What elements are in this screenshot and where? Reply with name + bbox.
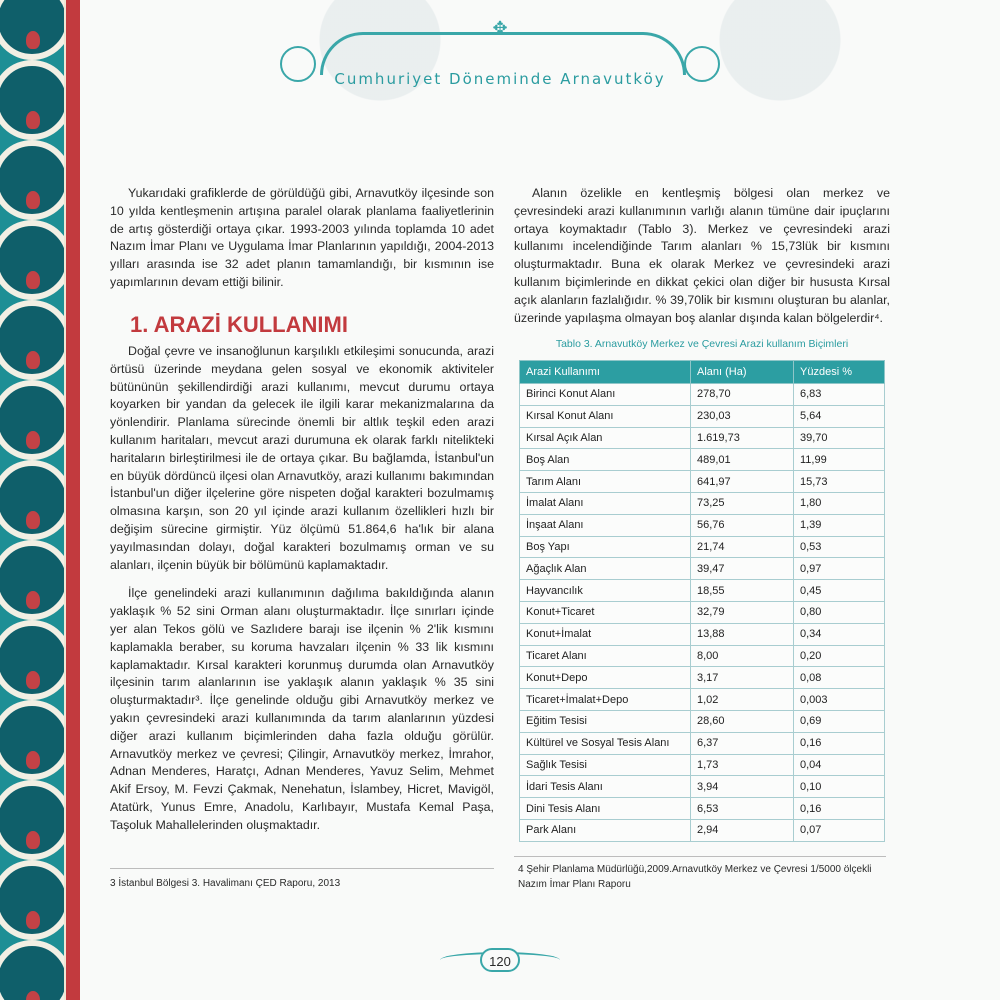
percent-cell: 0,07: [794, 819, 885, 841]
percent-cell: 39,70: [794, 427, 885, 449]
body-paragraph: Alanın özelikle en kentleşmiş bölgesi olan merkez ve çevresindeki arazi kullanımının varlığı alanın tümüne dair ipuçlarını ortaya koymaktadır (Tablo 3). Merkez ve çevresindeki arazi kullanımı incelendiğinde Tarım alanları % 15,73lük bir kısmını oluşturmaktadır. Buna ek olarak Merkez ve çevresindeki arazi kullanım biçimlerinde en dikkat çekici olan diğer bir hususta Kırsal açık alanların fazlalığıdır. % 39,70lik bir kısmını oluşturan bu alanlar, üzerinde yapılaşma olmayan boş alanlar dışında kalan bölgelerdir⁴.: [514, 186, 890, 325]
tulip-icon: [26, 511, 40, 529]
land-use-cell: Eğitim Tesisi: [520, 710, 691, 732]
land-use-cell: İnşaat Alanı: [520, 514, 691, 536]
land-use-cell: Tarım Alanı: [520, 471, 691, 493]
percent-cell: 0,16: [794, 798, 885, 820]
table-row: [520, 601, 885, 623]
tulip-icon: [26, 911, 40, 929]
percent-cell: 0,20: [794, 645, 885, 667]
area-cell: 6,37: [691, 732, 794, 754]
tulip-icon: [26, 351, 40, 369]
footnote-divider: [514, 856, 886, 857]
border-red-band: [66, 0, 80, 1000]
land-use-cell: İdari Tesis Alanı: [520, 776, 691, 798]
column-header: Alanı (Ha): [691, 361, 794, 384]
area-cell: 8,00: [691, 645, 794, 667]
border-medallion: [0, 0, 66, 60]
page-number-ornament: [440, 940, 560, 980]
area-cell: 641,97: [691, 471, 794, 493]
table-row: [520, 667, 885, 689]
tulip-icon: [26, 831, 40, 849]
area-cell: 13,88: [691, 623, 794, 645]
percent-cell: 0,10: [794, 776, 885, 798]
table-row: [520, 558, 885, 580]
percent-cell: 0,04: [794, 754, 885, 776]
land-use-cell: Birinci Konut Alanı: [520, 384, 691, 406]
percent-cell: 0,69: [794, 710, 885, 732]
area-cell: 56,76: [691, 514, 794, 536]
percent-cell: 0,97: [794, 558, 885, 580]
intro-paragraph: Yukarıdaki grafiklerde de görüldüğü gibi, Arnavutköy ilçesinde son 10 yılda kentleşmenin artışına paralel olarak planlama faaliyetlerinin de artış gösterdiği ortaya çıkar. 1993-2003 yılında toplamda 10 adet Nazım İmar Planı ve Uygulama İmar Planlarının yapıldığı, 2004-2013 yılları arasında ise 32 adet planın tamamlandığı, bir kısmının ise yapımlarının devam ettiği bilinir.: [110, 186, 494, 289]
area-cell: 28,60: [691, 710, 794, 732]
land-use-cell: Konut+İmalat: [520, 623, 691, 645]
land-use-cell: Ticaret Alanı: [520, 645, 691, 667]
page-header: [270, 18, 730, 88]
decorative-border: [0, 0, 66, 1000]
percent-cell: 6,83: [794, 384, 885, 406]
area-cell: 278,70: [691, 384, 794, 406]
land-use-cell: İmalat Alanı: [520, 492, 691, 514]
footnote: 3 İstanbul Bölgesi 3. Havalimanı ÇED Raporu, 2013: [110, 878, 341, 889]
percent-cell: 0,16: [794, 732, 885, 754]
body-paragraph: İlçe genelindeki arazi kullanımının dağılıma bakıldığında alanın yaklaşık % 52 sini Orman alanı oluşturmaktadır. İlçe sınırları içinde yer alan Tekos gölü ve Sazlıdere barajı ise ilçenin % 2'lik kısmını kaplamakla beraber, su koruma havzaları ilçenin % 33 lik kısmını kaplamaktadır. Kırsal karakteri korunmuş durumda olan Arnavutköy ilçesinin tarım alanlarının ise yaklaşık alanın yaklaşık % 35 sini oluşturmaktadır³. İlçe genelinde olduğu gibi Arnavutköy merkez ve yakın çevresindeki arazi kullanımında da tarım alanlarının yüzdesi diğer arazi kullanım biçimlerinden daha fazla olduğu görülür. Arnavutköy merkez ve çevresi; Çilingir, Arnavutköy merkez, İmrahor, Adnan Menderes, Haratçı, Adnan Menderes, Yavuz Selim, Mehmet Akif Ersoy, M. Fevzi Çakmak, Nenehatun, İslambey, Hicret, Mavigöl, Atatürk, Yunus Emre, Anadolu, Karlıbayır, Mustafa Kemal Paşa, Taşoluk Mahallelerinden oluşmaktadır.: [110, 586, 494, 832]
percent-cell: 1,39: [794, 514, 885, 536]
area-cell: 6,53: [691, 798, 794, 820]
table-row: [520, 471, 885, 493]
area-cell: 73,25: [691, 492, 794, 514]
percent-cell: 1,80: [794, 492, 885, 514]
percent-cell: 15,73: [794, 471, 885, 493]
table-header-row: [520, 361, 885, 384]
land-use-cell: Hayvancılık: [520, 580, 691, 602]
tulip-icon: [26, 671, 40, 689]
land-use-cell: Ağaçlık Alan: [520, 558, 691, 580]
tulip-icon: [26, 431, 40, 449]
table-row: [520, 514, 885, 536]
land-use-cell: Boş Yapı: [520, 536, 691, 558]
tulip-icon: [26, 31, 40, 49]
table-row: [520, 492, 885, 514]
table-row: [520, 732, 885, 754]
table-row: [520, 580, 885, 602]
percent-cell: 0,34: [794, 623, 885, 645]
area-cell: 2,94: [691, 819, 794, 841]
table-row: [520, 449, 885, 471]
area-cell: 1.619,73: [691, 427, 794, 449]
column-header: Arazi Kullanımı: [520, 361, 691, 384]
table-row: [520, 536, 885, 558]
area-cell: 18,55: [691, 580, 794, 602]
land-use-cell: Ticaret+İmalat+Depo: [520, 689, 691, 711]
table-row: [520, 405, 885, 427]
tulip-icon: [26, 751, 40, 769]
table-row: [520, 776, 885, 798]
area-cell: 230,03: [691, 405, 794, 427]
land-use-cell: Konut+Depo: [520, 667, 691, 689]
right-paragraph-block: [514, 185, 890, 327]
table-row: [520, 798, 885, 820]
area-cell: 3,17: [691, 667, 794, 689]
percent-cell: 0,53: [794, 536, 885, 558]
percent-cell: 0,80: [794, 601, 885, 623]
footnote-divider: [110, 868, 494, 869]
land-use-cell: Boş Alan: [520, 449, 691, 471]
land-use-cell: Kırsal Açık Alan: [520, 427, 691, 449]
ornament-icon: ✥: [492, 18, 508, 38]
percent-cell: 11,99: [794, 449, 885, 471]
percent-cell: 0,08: [794, 667, 885, 689]
land-use-table: [519, 360, 885, 842]
body-paragraph: Doğal çevre ve insanoğlunun karşılıklı etkileşimi sonucunda, arazi örtüsü üzerinde meydana gelen sosyal ve ekonomik aktiviteler bütününün şekillendirdiği arazi kullanımı, mevcut durumu ortaya koyarken bir yandan da gelecek ile ilgili karar mekanizmalarına da yönlendirir. Planlama sürecinde önemli bir altlık teşkil eden arazi kullanım haritaları, mevcut arazi durumuna ek olarak farklı nitelikteki haritaların birleştirilmesi ile de ortaya çıkar. Bu bağlamda, İstanbul'un en büyük dördüncü ilçesi olan Arnavutköy, arazi kullanımı bakımından İstanbul'un diğer ilçelerine göre nispeten doğal karakteri bozulmamış olmasına karşın, son 20 yıl içinde arazi kullanım özellikleri hızlı bir değişim sürecine girmiştir. Yüz ölçümü 51.864,6 ha'lık bir alana yayılmasından dolayı, doğal karakteri bozulmamış orman ve su alanları, ilçenin büyük bir bölümünü kaplamaktadır.: [110, 344, 494, 572]
table-row: [520, 819, 885, 841]
area-cell: 21,74: [691, 536, 794, 558]
tulip-icon: [26, 111, 40, 129]
area-cell: 489,01: [691, 449, 794, 471]
footnote: 4 Şehir Planlama Müdürlüğü,2009.Arnavutköy Merkez ve Çevresi 1/5000 ölçekli Nazım İmar Planı Raporu: [518, 864, 872, 890]
tulip-icon: [26, 591, 40, 609]
percent-cell: 0,45: [794, 580, 885, 602]
table-row: [520, 710, 885, 732]
tulip-icon: [26, 191, 40, 209]
section-title: 1. ARAZİ KULLANIMI: [130, 312, 348, 337]
table-caption: Tablo 3. Arnavutköy Merkez ve Çevresi Arazi kullanım Biçimleri: [555, 338, 849, 350]
column-header: Yüzdesi %: [794, 361, 885, 384]
header-arc: [320, 32, 686, 75]
land-use-cell: Dini Tesis Alanı: [520, 798, 691, 820]
tulip-icon: [26, 271, 40, 289]
area-cell: 3,94: [691, 776, 794, 798]
table-row: [520, 427, 885, 449]
land-use-cell: Konut+Ticaret: [520, 601, 691, 623]
land-use-cell: Park Alanı: [520, 819, 691, 841]
area-cell: 32,79: [691, 601, 794, 623]
area-cell: 39,47: [691, 558, 794, 580]
area-cell: 1,02: [691, 689, 794, 711]
percent-cell: 5,64: [794, 405, 885, 427]
section-body: [110, 343, 494, 835]
page-number: 120: [480, 948, 520, 972]
percent-cell: 0,003: [794, 689, 885, 711]
land-use-cell: Kültürel ve Sosyal Tesis Alanı: [520, 732, 691, 754]
table-row: [520, 384, 885, 406]
table-row: [520, 754, 885, 776]
land-use-cell: Kırsal Konut Alanı: [520, 405, 691, 427]
area-cell: 1,73: [691, 754, 794, 776]
table-row: [520, 623, 885, 645]
land-use-cell: Sağlık Tesisi: [520, 754, 691, 776]
intro-paragraph-block: [110, 185, 494, 292]
running-header-title: Cumhuriyet Döneminde Arnavutköy: [334, 70, 666, 88]
table-row: [520, 645, 885, 667]
table-row: [520, 689, 885, 711]
